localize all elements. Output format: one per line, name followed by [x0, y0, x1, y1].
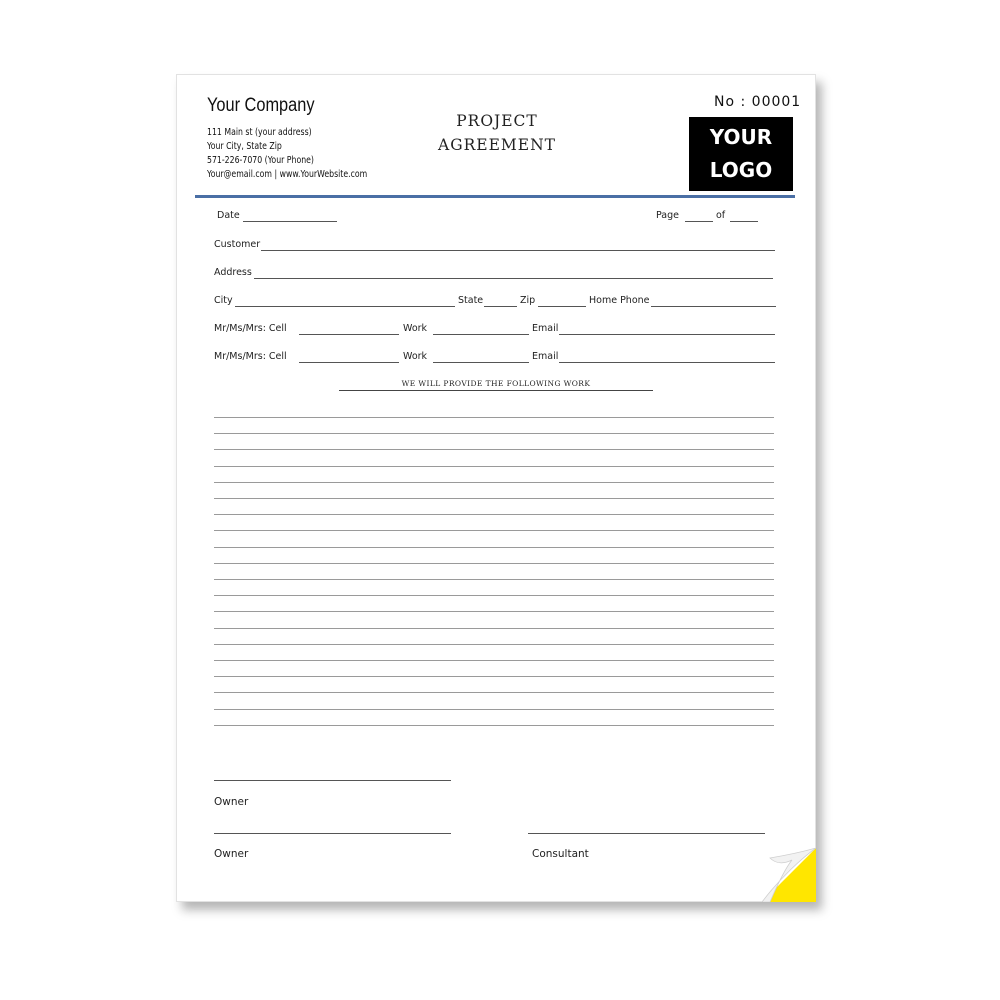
state-field[interactable]: [484, 295, 517, 307]
email-label-2: Email: [532, 351, 559, 362]
work-line[interactable]: [214, 482, 774, 483]
city-label: City: [214, 295, 233, 306]
page-field[interactable]: [685, 210, 713, 222]
cell-field-2[interactable]: [299, 351, 399, 363]
date-label: Date: [217, 210, 240, 221]
form-title: [417, 109, 577, 157]
work-field-1[interactable]: [433, 323, 529, 335]
customer-label: Customer: [214, 239, 261, 250]
page-label: Page: [656, 210, 679, 221]
title-line-1: PROJECT: [456, 112, 538, 130]
work-line[interactable]: [214, 449, 774, 450]
work-line[interactable]: [214, 725, 774, 726]
work-label-1: Work: [403, 323, 428, 334]
work-field-2[interactable]: [433, 351, 529, 363]
customer-field[interactable]: [261, 239, 775, 251]
owner-label-1: Owner: [214, 796, 249, 808]
work-line[interactable]: [214, 579, 774, 580]
work-line[interactable]: [214, 530, 774, 531]
owner-label-2: Owner: [214, 848, 249, 860]
consultant-label: Consultant: [532, 848, 589, 860]
header-divider: [195, 195, 795, 198]
owner-signature-line-2[interactable]: [214, 833, 451, 834]
city-field[interactable]: [235, 295, 455, 307]
owner-signature-line-1[interactable]: [214, 780, 451, 781]
address-field[interactable]: [254, 267, 773, 279]
form-number: No : 00001: [714, 94, 802, 110]
work-line[interactable]: [214, 660, 774, 661]
email-field-1[interactable]: [559, 323, 775, 335]
agreement-form: [176, 74, 816, 902]
work-line[interactable]: [214, 498, 774, 499]
work-label-2: Work: [403, 351, 428, 362]
work-line[interactable]: [214, 466, 774, 467]
work-line[interactable]: [214, 692, 774, 693]
work-line[interactable]: [214, 417, 774, 418]
work-line[interactable]: [214, 676, 774, 677]
consultant-signature-line[interactable]: [528, 833, 765, 834]
company-name: Your Company: [207, 95, 315, 116]
logo-placeholder: [689, 117, 793, 191]
carbon-copy-page-curl-icon: [762, 848, 816, 902]
company-city: Your City, State Zip: [207, 141, 282, 152]
company-contact-block: [207, 126, 367, 182]
company-address: 111 Main st (your address): [207, 127, 312, 138]
home-phone-field[interactable]: [651, 295, 776, 307]
cell-label-2: Mr/Ms/Mrs: Cell: [214, 351, 287, 362]
work-line[interactable]: [214, 644, 774, 645]
work-line[interactable]: [214, 595, 774, 596]
logo-line-2: LOGO: [709, 158, 773, 182]
work-line[interactable]: [214, 514, 774, 515]
zip-field[interactable]: [538, 295, 586, 307]
cell-field-1[interactable]: [299, 323, 399, 335]
state-label: State: [458, 295, 484, 306]
page-total-field[interactable]: [730, 210, 758, 222]
zip-label: Zip: [520, 295, 536, 306]
company-phone: 571-226-7070 (Your Phone): [207, 155, 314, 166]
work-line[interactable]: [214, 611, 774, 612]
title-line-2: AGREEMENT: [438, 136, 556, 154]
email-label-1: Email: [532, 323, 559, 334]
cell-label-1: Mr/Ms/Mrs: Cell: [214, 323, 287, 334]
work-section-title: WE WILL PROVIDE THE FOLLOWING WORK: [339, 379, 653, 391]
logo-line-1: YOUR: [709, 125, 773, 149]
work-line[interactable]: [214, 547, 774, 548]
date-field[interactable]: [243, 210, 337, 222]
work-line[interactable]: [214, 563, 774, 564]
of-label: of: [716, 210, 726, 221]
email-field-2[interactable]: [559, 351, 775, 363]
work-line[interactable]: [214, 433, 774, 434]
home-phone-label: Home Phone: [589, 295, 650, 306]
work-line[interactable]: [214, 628, 774, 629]
work-line[interactable]: [214, 709, 774, 710]
company-email-website: Your@email.com | www.YourWebsite.com: [207, 169, 368, 180]
address-label: Address: [214, 267, 252, 278]
